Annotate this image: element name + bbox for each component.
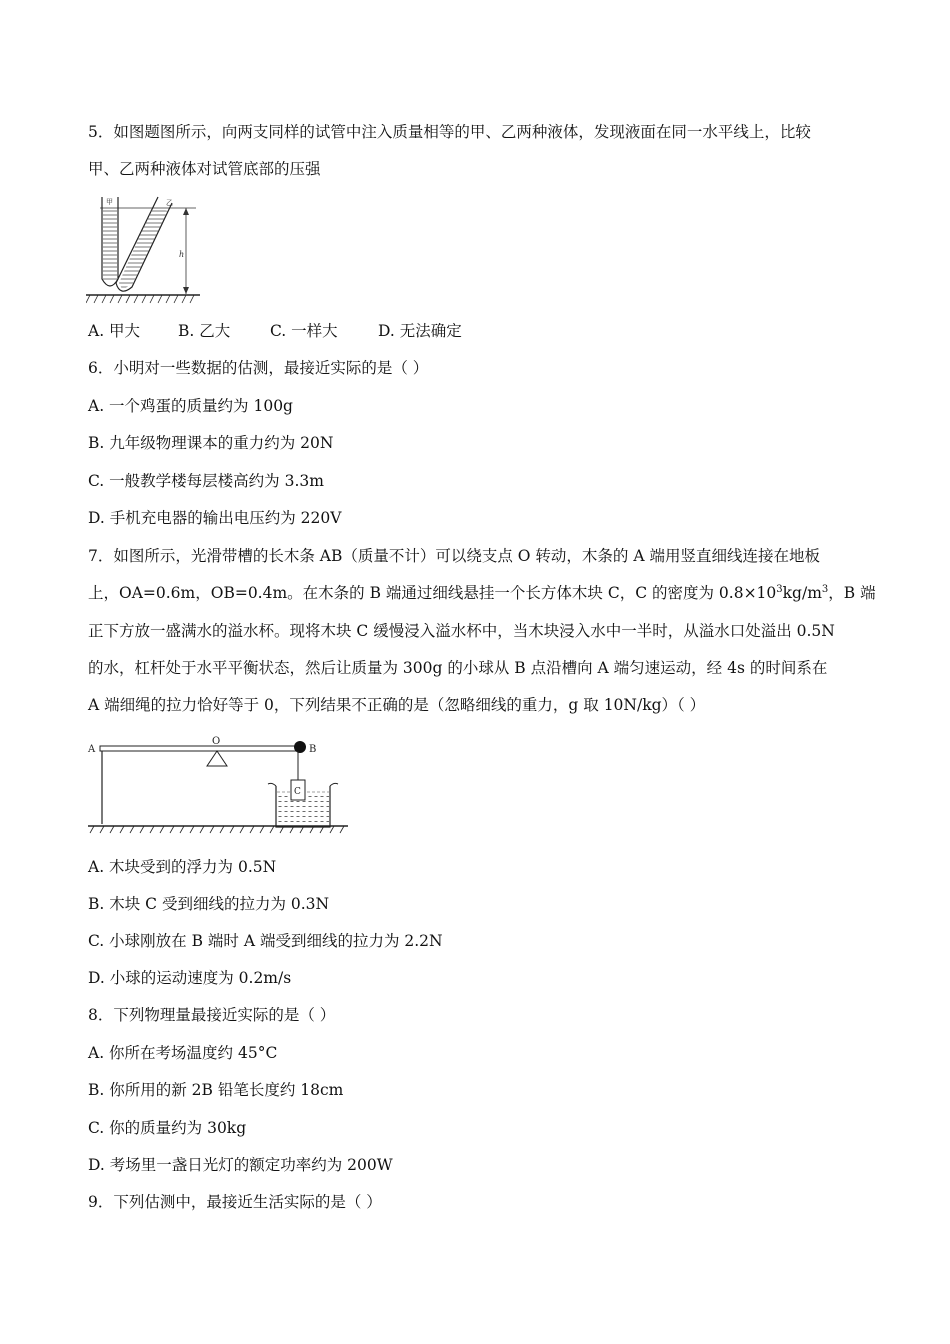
q7-line-2-part-b: kg/m — [782, 584, 822, 602]
lever-bar — [100, 746, 300, 751]
label-b: B — [309, 744, 317, 755]
q6-option-a[interactable]: A. 一个鸡蛋的质量约为 100g — [88, 397, 293, 415]
q5-option-a[interactable]: A. 甲大 — [88, 322, 141, 340]
q8-option-c[interactable]: C. 你的质量约为 30kg — [88, 1119, 247, 1137]
q5-stem-line-2: 甲、乙两种液体对试管底部的压强 — [88, 160, 321, 178]
q5-option-d[interactable]: D. 无法确定 — [378, 322, 462, 340]
q7-lever-figure — [86, 734, 356, 836]
q7-option-d[interactable]: D. 小球的运动速度为 0.2m/s — [88, 969, 292, 987]
q7-stem-line-3: 正下方放一盛满水的溢水杯。现将木块 C 缓慢浸入溢水杯中，当木块浸入水中一半时，从溢水口处溢出 0.5N — [88, 622, 835, 640]
q7-line-2-sup: 3 — [776, 583, 783, 595]
q6-option-d[interactable]: D. 手机充电器的输出电压约为 220V — [88, 509, 342, 527]
liquid-jia — [103, 208, 117, 280]
q7-line-2-part-a: 上，OA=0.6m，OB=0.4m。在木条的 B 端通过细线悬挂一个长方体木块 C，C 的密度为 0.8×10 — [88, 584, 777, 602]
label-a: A — [88, 744, 96, 755]
q7-line-2-part-c: ，B 端 — [828, 584, 876, 602]
q5-test-tube-figure — [86, 193, 202, 305]
q8-stem: 8．下列物理量最接近实际的是（ ） — [88, 1006, 336, 1024]
q7-option-a[interactable]: A. 木块受到的浮力为 0.5N — [88, 858, 277, 876]
q7-stem-line-5: A 端细绳的拉力恰好等于 0，下列结果不正确的是（忽略细线的重力，g 取 10N/kg）（ ） — [88, 696, 706, 714]
q7-stem-line-1: 7．如图所示，光滑带槽的长木条 AB（质量不计）可以绕支点 O 转动，木条的 A 端用竖直细线连接在地板 — [88, 547, 820, 565]
q8-option-b[interactable]: B. 你所用的新 2B 铅笔长度约 18cm — [88, 1081, 344, 1099]
ball — [294, 741, 306, 753]
q6-option-c[interactable]: C. 一般教学楼每层楼高约为 3.3m — [88, 472, 324, 490]
label-c: C — [294, 787, 301, 797]
label-yi: 乙 — [166, 199, 173, 207]
q7-line-2-sup2: 3 — [821, 583, 829, 595]
label-o: O — [212, 736, 221, 747]
q6-stem: 6．小明对一些数据的估测，最接近实际的是（ ） — [88, 359, 429, 377]
q6-option-b[interactable]: B. 九年级物理课本的重力约为 20N — [88, 434, 334, 452]
label-jia: 甲 — [106, 198, 113, 206]
q7-stem-line-2 — [88, 583, 876, 603]
fulcrum-o — [207, 751, 227, 766]
q7-option-c[interactable]: C. 小球刚放在 B 端时 A 端受到细线的拉力为 2.2N — [88, 932, 443, 950]
q7-stem-line-4: 的水，杠杆处于水平平衡状态，然后让质量为 300g 的小球从 B 点沿槽向 A 端匀速运动，经 4s 的时间系在 — [88, 659, 828, 677]
q7-option-b[interactable]: B. 木块 C 受到细线的拉力为 0.3N — [88, 895, 330, 913]
q9-stem: 9．下列估测中，最接近生活实际的是（ ） — [88, 1193, 382, 1211]
label-h: h — [179, 250, 185, 259]
q5-options — [88, 321, 462, 341]
q5-option-c[interactable]: C. 一样大 — [270, 322, 338, 340]
q8-option-d[interactable]: D. 考场里一盏日光灯的额定功率约为 200W — [88, 1156, 393, 1174]
q5-stem-line-1: 5．如图题图所示，向两支同样的试管中注入质量相等的甲、乙两种液体，发现液面在同一水平线上，比较 — [88, 123, 811, 141]
q5-option-b[interactable]: B. 乙大 — [178, 322, 231, 340]
liquid-yi — [119, 208, 168, 289]
q8-option-a[interactable]: A. 你所在考场温度约 45°C — [88, 1044, 278, 1062]
